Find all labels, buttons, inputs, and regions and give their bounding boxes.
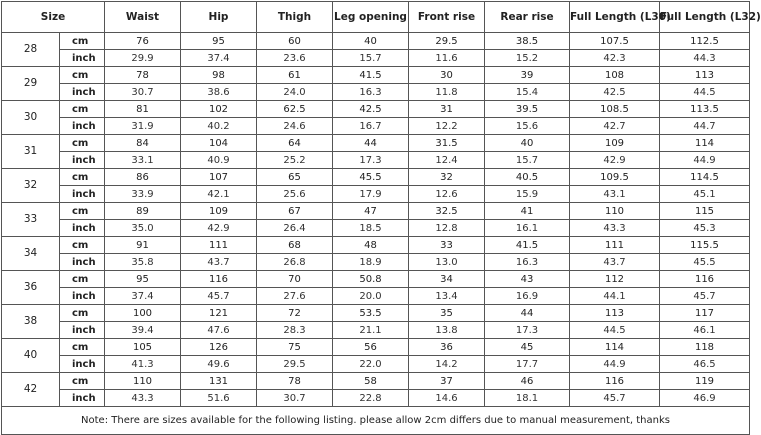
header-leg-opening: Leg opening (333, 2, 409, 33)
unit-label-cm: cm (60, 305, 105, 322)
measurement-cell: 107 (181, 169, 257, 186)
measurement-cell: 72 (257, 305, 333, 322)
measurement-cell: 46.9 (660, 390, 750, 407)
measurement-cell: 44 (485, 305, 570, 322)
measurement-cell: 32 (409, 169, 485, 186)
measurement-cell: 26.8 (257, 254, 333, 271)
measurement-cell: 44.7 (660, 118, 750, 135)
measurement-cell: 108 (570, 67, 660, 84)
measurement-cell: 117 (660, 305, 750, 322)
measurement-cell: 13.8 (409, 322, 485, 339)
measurement-cell: 37 (409, 373, 485, 390)
measurement-cell: 64 (257, 135, 333, 152)
measurement-cell: 131 (181, 373, 257, 390)
unit-label-inch: inch (60, 390, 105, 407)
header-waist: Waist (105, 2, 181, 33)
measurement-cell: 47.6 (181, 322, 257, 339)
measurement-cell: 114 (660, 135, 750, 152)
measurement-cell: 109 (570, 135, 660, 152)
size-label: 32 (2, 169, 60, 203)
measurement-cell: 109.5 (570, 169, 660, 186)
measurement-cell: 12.4 (409, 152, 485, 169)
measurement-cell: 16.9 (485, 288, 570, 305)
unit-label-inch: inch (60, 220, 105, 237)
measurement-cell: 70 (257, 271, 333, 288)
unit-label-cm: cm (60, 271, 105, 288)
measurement-cell: 48 (333, 237, 409, 254)
table-row-inch (2, 356, 750, 373)
measurement-cell: 113 (660, 67, 750, 84)
measurement-cell: 42.7 (570, 118, 660, 135)
measurement-cell: 15.9 (485, 186, 570, 203)
header-hip: Hip (181, 2, 257, 33)
measurement-cell: 81 (105, 101, 181, 118)
header-size: Size (2, 2, 105, 33)
measurement-cell: 30 (409, 67, 485, 84)
measurement-cell: 67 (257, 203, 333, 220)
measurement-cell: 116 (660, 271, 750, 288)
measurement-cell: 46.1 (660, 322, 750, 339)
measurement-cell: 107.5 (570, 33, 660, 50)
measurement-cell: 15.6 (485, 118, 570, 135)
measurement-cell: 95 (105, 271, 181, 288)
measurement-cell: 51.6 (181, 390, 257, 407)
measurement-cell: 15.7 (485, 152, 570, 169)
measurement-cell: 42.1 (181, 186, 257, 203)
header-front-rise: Front rise (409, 2, 485, 33)
size-label: 30 (2, 101, 60, 135)
table-row-cm (2, 101, 750, 118)
measurement-cell: 113.5 (660, 101, 750, 118)
measurement-cell: 16.1 (485, 220, 570, 237)
size-label: 31 (2, 135, 60, 169)
measurement-cell: 31 (409, 101, 485, 118)
unit-label-cm: cm (60, 33, 105, 50)
measurement-cell: 13.4 (409, 288, 485, 305)
measurement-cell: 29.9 (105, 50, 181, 67)
measurement-cell: 45.3 (660, 220, 750, 237)
unit-label-inch: inch (60, 356, 105, 373)
measurement-cell: 44.5 (660, 84, 750, 101)
measurement-cell: 35.0 (105, 220, 181, 237)
header-full-length-l30: Full Length (L30) (570, 2, 660, 33)
measurement-cell: 44.9 (660, 152, 750, 169)
measurement-cell: 40 (485, 135, 570, 152)
measurement-cell: 40.9 (181, 152, 257, 169)
measurement-cell: 119 (660, 373, 750, 390)
measurement-cell: 33.1 (105, 152, 181, 169)
measurement-cell: 102 (181, 101, 257, 118)
header-row (2, 2, 750, 33)
measurement-cell: 25.6 (257, 186, 333, 203)
measurement-cell: 56 (333, 339, 409, 356)
measurement-cell: 114.5 (660, 169, 750, 186)
measurement-cell: 38.6 (181, 84, 257, 101)
measurement-cell: 50.8 (333, 271, 409, 288)
table-row-cm (2, 271, 750, 288)
size-label: 36 (2, 271, 60, 305)
measurement-cell: 114 (570, 339, 660, 356)
unit-label-cm: cm (60, 135, 105, 152)
table-row-cm (2, 67, 750, 84)
table-row-inch (2, 322, 750, 339)
measurement-cell: 11.6 (409, 50, 485, 67)
measurement-cell: 100 (105, 305, 181, 322)
table-row-inch (2, 186, 750, 203)
measurement-cell: 14.6 (409, 390, 485, 407)
measurement-cell: 35 (409, 305, 485, 322)
measurement-cell: 41.5 (333, 67, 409, 84)
measurement-cell: 47 (333, 203, 409, 220)
table-footer (2, 407, 750, 435)
unit-label-cm: cm (60, 169, 105, 186)
unit-label-inch: inch (60, 322, 105, 339)
measurement-cell: 78 (257, 373, 333, 390)
measurement-cell: 39.5 (485, 101, 570, 118)
unit-label-inch: inch (60, 50, 105, 67)
measurement-cell: 24.6 (257, 118, 333, 135)
table-row-inch (2, 254, 750, 271)
measurement-cell: 115.5 (660, 237, 750, 254)
measurement-cell: 49.6 (181, 356, 257, 373)
measurement-cell: 45.7 (181, 288, 257, 305)
table-row-cm (2, 339, 750, 356)
measurement-cell: 111 (181, 237, 257, 254)
measurement-cell: 95 (181, 33, 257, 50)
measurement-cell: 89 (105, 203, 181, 220)
table-row-cm (2, 203, 750, 220)
table-row-inch (2, 118, 750, 135)
measurement-cell: 112 (570, 271, 660, 288)
measurement-cell: 112.5 (660, 33, 750, 50)
table-row-cm (2, 169, 750, 186)
measurement-cell: 39 (485, 67, 570, 84)
unit-label-inch: inch (60, 118, 105, 135)
unit-label-cm: cm (60, 67, 105, 84)
table-row-inch (2, 50, 750, 67)
measurement-cell: 41.3 (105, 356, 181, 373)
table-row-inch (2, 390, 750, 407)
size-chart-table (1, 1, 761, 435)
size-label: 38 (2, 305, 60, 339)
measurement-cell: 45 (485, 339, 570, 356)
measurement-cell: 91 (105, 237, 181, 254)
measurement-cell: 38.5 (485, 33, 570, 50)
unit-label-inch: inch (60, 152, 105, 169)
measurement-cell: 17.9 (333, 186, 409, 203)
measurement-cell: 16.7 (333, 118, 409, 135)
table-row-inch (2, 84, 750, 101)
unit-label-cm: cm (60, 203, 105, 220)
measurement-cell: 31.5 (409, 135, 485, 152)
measurement-cell: 14.2 (409, 356, 485, 373)
measurement-cell: 45.5 (333, 169, 409, 186)
measurement-cell: 35.8 (105, 254, 181, 271)
table-row-cm (2, 135, 750, 152)
measurement-cell: 126 (181, 339, 257, 356)
measurement-cell: 40 (333, 33, 409, 50)
measurement-cell: 110 (105, 373, 181, 390)
measurement-cell: 105 (105, 339, 181, 356)
table-row-cm (2, 373, 750, 390)
measurement-cell: 61 (257, 67, 333, 84)
measurement-cell: 58 (333, 373, 409, 390)
measurement-cell: 110 (570, 203, 660, 220)
measurement-cell: 27.6 (257, 288, 333, 305)
table-row-inch (2, 220, 750, 237)
measurement-cell: 17.3 (485, 322, 570, 339)
measurement-cell: 16.3 (485, 254, 570, 271)
measurement-cell: 13.0 (409, 254, 485, 271)
measurement-cell: 12.6 (409, 186, 485, 203)
measurement-cell: 18.5 (333, 220, 409, 237)
measurement-cell: 43.3 (570, 220, 660, 237)
measurement-cell: 44.9 (570, 356, 660, 373)
unit-label-inch: inch (60, 186, 105, 203)
measurement-cell: 76 (105, 33, 181, 50)
unit-label-inch: inch (60, 84, 105, 101)
measurement-cell: 116 (181, 271, 257, 288)
measurement-cell: 42.5 (570, 84, 660, 101)
measurement-cell: 37.4 (181, 50, 257, 67)
measurement-cell: 104 (181, 135, 257, 152)
measurement-cell: 39.4 (105, 322, 181, 339)
unit-label-cm: cm (60, 373, 105, 390)
measurement-cell: 17.7 (485, 356, 570, 373)
measurement-cell: 20.0 (333, 288, 409, 305)
measurement-cell: 37.4 (105, 288, 181, 305)
measurement-cell: 32.5 (409, 203, 485, 220)
size-label: 42 (2, 373, 60, 407)
table-row-cm (2, 33, 750, 50)
measurement-cell: 40.5 (485, 169, 570, 186)
header-rear-rise: Rear rise (485, 2, 570, 33)
measurement-cell: 43 (485, 271, 570, 288)
measurement-cell: 33.9 (105, 186, 181, 203)
measurement-cell: 30.7 (257, 390, 333, 407)
measurement-cell: 29.5 (257, 356, 333, 373)
size-label: 40 (2, 339, 60, 373)
measurement-cell: 44 (333, 135, 409, 152)
measurement-cell: 116 (570, 373, 660, 390)
measurement-cell: 12.8 (409, 220, 485, 237)
measurement-cell: 111 (570, 237, 660, 254)
measurement-cell: 23.6 (257, 50, 333, 67)
header-thigh: Thigh (257, 2, 333, 33)
size-chart-container (1, 1, 761, 431)
table-row-cm (2, 305, 750, 322)
table-row-inch (2, 288, 750, 305)
measurement-cell: 118 (660, 339, 750, 356)
measurement-cell: 31.9 (105, 118, 181, 135)
table-header (2, 2, 761, 33)
measurement-cell: 44.3 (660, 50, 750, 67)
measurement-cell: 15.2 (485, 50, 570, 67)
measurement-cell: 42.9 (181, 220, 257, 237)
measurement-cell: 22.8 (333, 390, 409, 407)
measurement-cell: 45.1 (660, 186, 750, 203)
measurement-cell: 65 (257, 169, 333, 186)
measurement-note: Note: There are sizes available for the following listing. please allow 2cm differs due to manual measurement, thanks (2, 407, 750, 435)
measurement-cell: 29.5 (409, 33, 485, 50)
measurement-cell: 18.9 (333, 254, 409, 271)
measurement-cell: 68 (257, 237, 333, 254)
measurement-cell: 16.3 (333, 84, 409, 101)
measurement-cell: 121 (181, 305, 257, 322)
measurement-cell: 33 (409, 237, 485, 254)
header-full-length-l32: Full Length (L32) (660, 2, 750, 33)
measurement-cell: 44.5 (570, 322, 660, 339)
measurement-cell: 22.0 (333, 356, 409, 373)
measurement-cell: 15.4 (485, 84, 570, 101)
measurement-cell: 43.1 (570, 186, 660, 203)
unit-label-inch: inch (60, 254, 105, 271)
table-row-cm (2, 237, 750, 254)
measurement-cell: 75 (257, 339, 333, 356)
size-label: 28 (2, 33, 60, 67)
measurement-cell: 34 (409, 271, 485, 288)
measurement-cell: 11.8 (409, 84, 485, 101)
measurement-cell: 17.3 (333, 152, 409, 169)
measurement-cell: 44.1 (570, 288, 660, 305)
measurement-cell: 43.7 (570, 254, 660, 271)
measurement-cell: 46.5 (660, 356, 750, 373)
measurement-cell: 26.4 (257, 220, 333, 237)
measurement-cell: 43.3 (105, 390, 181, 407)
measurement-cell: 53.5 (333, 305, 409, 322)
measurement-cell: 45.7 (570, 390, 660, 407)
measurement-cell: 41 (485, 203, 570, 220)
unit-label-cm: cm (60, 237, 105, 254)
measurement-cell: 12.2 (409, 118, 485, 135)
measurement-cell: 40.2 (181, 118, 257, 135)
measurement-cell: 109 (181, 203, 257, 220)
measurement-cell: 30.7 (105, 84, 181, 101)
measurement-cell: 60 (257, 33, 333, 50)
measurement-cell: 46 (485, 373, 570, 390)
measurement-cell: 86 (105, 169, 181, 186)
table-body (2, 33, 750, 407)
measurement-cell: 78 (105, 67, 181, 84)
measurement-cell: 42.3 (570, 50, 660, 67)
measurement-cell: 113 (570, 305, 660, 322)
note-row (2, 407, 750, 435)
unit-label-cm: cm (60, 339, 105, 356)
measurement-cell: 24.0 (257, 84, 333, 101)
measurement-cell: 15.7 (333, 50, 409, 67)
measurement-cell: 115 (660, 203, 750, 220)
measurement-cell: 25.2 (257, 152, 333, 169)
measurement-cell: 18.1 (485, 390, 570, 407)
table-row-inch (2, 152, 750, 169)
measurement-cell: 42.9 (570, 152, 660, 169)
measurement-cell: 108.5 (570, 101, 660, 118)
measurement-cell: 98 (181, 67, 257, 84)
size-label: 29 (2, 67, 60, 101)
measurement-cell: 42.5 (333, 101, 409, 118)
unit-label-cm: cm (60, 101, 105, 118)
measurement-cell: 84 (105, 135, 181, 152)
measurement-cell: 62.5 (257, 101, 333, 118)
unit-label-inch: inch (60, 288, 105, 305)
measurement-cell: 41.5 (485, 237, 570, 254)
measurement-cell: 43.7 (181, 254, 257, 271)
measurement-cell: 45.7 (660, 288, 750, 305)
measurement-cell: 45.5 (660, 254, 750, 271)
measurement-cell: 21.1 (333, 322, 409, 339)
size-label: 34 (2, 237, 60, 271)
measurement-cell: 36 (409, 339, 485, 356)
size-label: 33 (2, 203, 60, 237)
measurement-cell: 28.3 (257, 322, 333, 339)
